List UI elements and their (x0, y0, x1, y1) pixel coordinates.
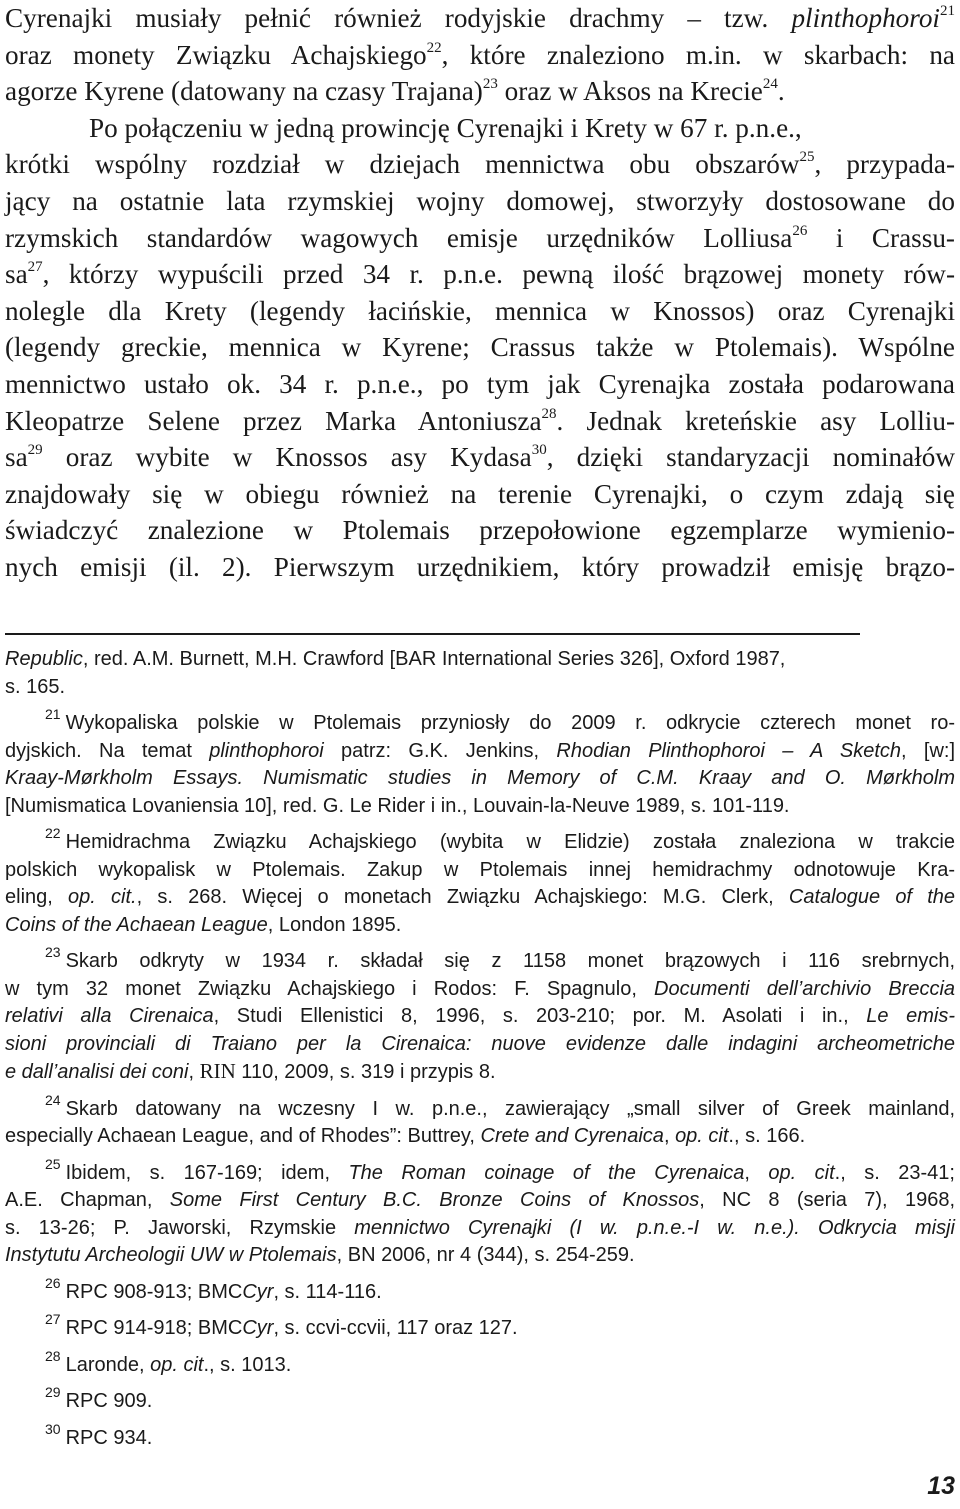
page-number: 13 (927, 1472, 955, 1500)
footnote-27: $^{27}$ RPC 914-918; BMCCyr, s. ccvi-ccvii, 117 oraz 127. (45, 1311, 518, 1339)
footnote-line: dyjskich. Na temat plinthophoroi patrz: G.K. Jenkins, Rhodian Plinthophoroi – A Sketch, [w:] (5, 739, 955, 762)
footnote-line: [Numismatica Lovaniensia 10], red. G. Le Rider i in., Louvain-la-Neuve 1989, s. 101-119. (5, 794, 790, 817)
footnote-ref[interactable]: 25 (799, 149, 815, 166)
footnote-25: $^{25}$ Ibidem, s. 167-169; idem, The Roman coinage of the Cyrenaica, op. cit., s. 23-41; (45, 1155, 955, 1184)
footnote-22: $^{22}$ Hemidrachma Związku Achajskiego (wybita w Elidzie) została znaleziona w trakcie (45, 825, 955, 853)
footnote-number: 29 (45, 1384, 61, 1400)
footnote-26: $^{26}$ RPC 908-913; BMCCyr, s. 114-116. (45, 1274, 382, 1303)
footnote-number: 23 (45, 944, 61, 960)
footnote-number: 22 (45, 825, 61, 841)
footnote-ref[interactable]: 24 (762, 76, 778, 93)
text-line: Cyrenajki musiały pełnić również rodyjskie drachmy – tzw. plinthophoroi$^{21}$ (5, 3, 955, 33)
text-line: oraz monety Związku Achajskiego$^{22}$, które znaleziono m.in. w skarbach: na (5, 39, 955, 70)
footnote-28: $^{28}$ Laronde, op. cit., s. 1013. (45, 1347, 292, 1376)
footnote-line: Kraay-Mørkholm Essays. Numismatic studies in Memory of C.M. Kraay and O. Mørkholm (5, 767, 955, 789)
footnote-line: eling, op. cit., s. 268. Więcej o monetach Związku Achajskiego: M.G. Clerk, Catalogue of the (5, 886, 956, 908)
footnote-line: sioni provinciali di Traiano per la Cirenaica: nuove evidenze dalle indagini archeometriche (5, 1032, 955, 1055)
text-line: krótki wspólny rozdział w dziejach mennictwa obu obszarów$^{25}$, przypada- (5, 149, 956, 180)
footnote-line: polskich wykopalisk w Ptolemais. Zakup w Ptolemais innej hemidrachmy odnotowuje Kra- (5, 858, 955, 881)
main-text (5, 0, 955, 586)
footnote-line: w tym 32 monet Związku Achajskiego i Rodos: F. Spagnulo, Documenti dell’archivio Breccia (5, 977, 956, 1000)
footnote-line: Instytutu Archeologii UW w Ptolemais, BN 2006, nr 4 (344), s. 254-259. (5, 1244, 635, 1266)
footnote-number: 26 (45, 1274, 61, 1291)
text-line: (legendy greckie, mennica w Kyrene; Crassus także w Ptolemais). Wspólne (5, 332, 955, 363)
footnote-line: s. 165. (5, 675, 66, 698)
text-line: znajdowały się w obiegu również na terenie Cyrenajki, o czym zdają się (5, 478, 955, 509)
footnote-line: A.E. Chapman, Some First Century B.C. Bronze Coins of Knossos, NC 8 (seria 7), 1968, (5, 1189, 956, 1211)
footnote-number: 30 (45, 1420, 61, 1437)
footnote-ref[interactable]: 30 (531, 442, 547, 459)
footnote-29: $^{29}$ RPC 909. (45, 1384, 153, 1412)
footnote-ref[interactable]: 26 (792, 222, 808, 239)
text-line: nolegle dla Krety (legendy łacińskie, mennica w Knossos) oraz Cyrenajki (5, 295, 955, 326)
text-line: $sa^{29}$ oraz wybite w Knossos asy Kydasa$^{30}$, dzięki standaryzacji nominałów (5, 442, 955, 473)
footnote-separator (5, 633, 860, 635)
footnote-continuation: Republic, red. A.M. Burnett, M.H. Crawford [BAR International Series 326], Oxford 1987, (5, 648, 786, 670)
footnote-24: $^{24}$ Skarb datowany na wczesny I w. p.n.e., zawierający „small silver of Greek mainland, (45, 1091, 955, 1120)
footnote-number: 24 (45, 1091, 61, 1108)
footnote-30: $^{30}$ RPC 934. (45, 1420, 153, 1449)
text-line: agorze Kyrene (datowany na czasy Trajana)$^{23}$ oraz w Aksos na Krecie$^{24}$. (5, 76, 785, 107)
footnote-ref[interactable]: 22 (426, 39, 442, 56)
footnotes (5, 646, 955, 1452)
footnote-ref[interactable]: 23 (482, 76, 498, 93)
footnote-number: 25 (45, 1155, 61, 1172)
footnote-number: 28 (45, 1347, 61, 1364)
text-line: nych emisji (il. 2). Pierwszym urzędnikiem, który prowadził emisję brązo- (5, 551, 955, 582)
footnote-line: s. 13-26; P. Jaworski, Rzymskie mennictwo Cyrenajki (I w. p.n.e.-I w. n.e.). Odkrycia misji (5, 1216, 955, 1239)
footnote-21: $^{21}$ Wykopaliska polskie w Ptolemais przyniosły do 2009 r. odkrycie czterech monet ro- (45, 706, 955, 734)
text-line: świadczyć znalezione w Ptolemais przepołowione egzemplarze wymienio- (5, 515, 955, 546)
text-line: $sa^{27}$, którzy wypuścili przed 34 r. p.n.e. pewną ilość brązowej monety rów- (5, 259, 955, 290)
footnote-ref[interactable]: 27 (27, 259, 43, 276)
footnote-number: 21 (45, 706, 61, 722)
text-line: mennictwo ustało ok. 34 r. p.n.e., po tym jak Cyrenajka została podarowana (5, 368, 955, 399)
footnote-ref[interactable]: 29 (27, 442, 43, 459)
footnote-ref[interactable]: 28 (541, 405, 557, 422)
footnote-line: relativi alla Cirenaica, Studi Ellenistici 8, 1996, s. 203-210; por. M. Asolati i in., Le emis- (5, 1005, 955, 1027)
text-line: jący na ostatnie lata rzymskiej wojny domowej, stworzyły dostosowane do (5, 185, 955, 216)
footnote-line: especially Achaean League, and of Rhodes”: Buttrey, Crete and Cyrenaica, op. cit., s. 166. (5, 1125, 806, 1147)
footnote-line: e dall’analisi dei coni, RIN 110, 2009, s. 319 i przypis 8. (5, 1059, 496, 1083)
footnote-number: 27 (45, 1311, 61, 1327)
footnote-23: $^{23}$ Skarb odkryty w 1934 r. składał się z 1158 monet brązowych i 116 srebrnych, (45, 944, 955, 972)
footnote-ref[interactable]: 21 (940, 3, 955, 19)
text-line: Kleopatrze Selene przez Marka Antoniusza$^{28}$. Jednak kreteńskie asy Lolliu- (5, 405, 955, 436)
text-line: Po połączeniu w jedną prowincję Cyrenajki i Krety w 67 r. p.n.e., (89, 112, 802, 143)
footnote-line: Coins of the Achaean League, London 1895. (5, 913, 402, 936)
text-line: rzymskich standardów wagowych emisje urzędników Lolliusa$^{26}$ i Crassu- (5, 222, 955, 253)
